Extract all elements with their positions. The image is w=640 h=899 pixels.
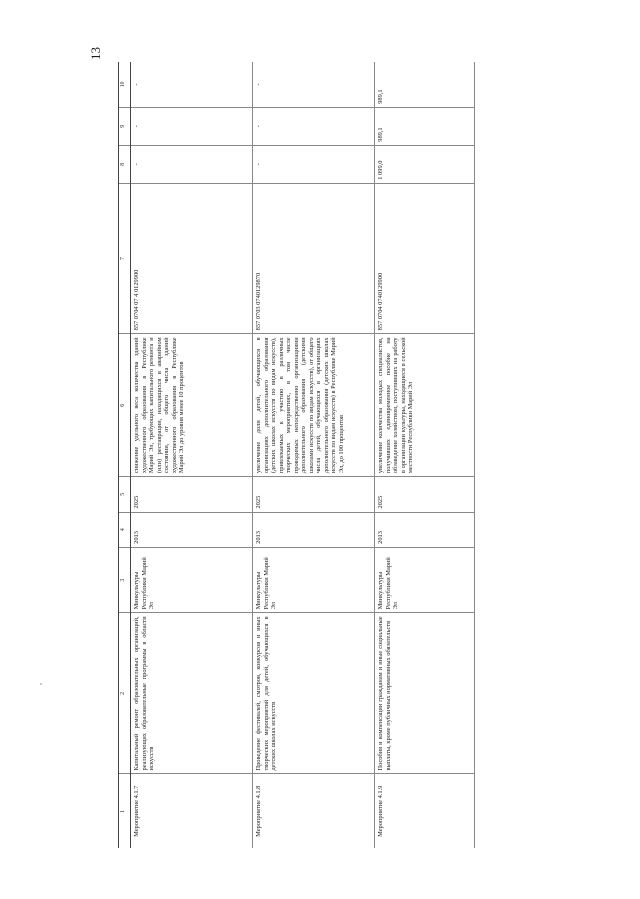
start-year: 2013	[375, 512, 475, 547]
measure-title: Капитальный ремонт образовательных организаций, реализующих образовательные программы в области искусств	[131, 613, 253, 774]
table-row	[253, 62, 375, 848]
measure-title: Проведение фестивалей, смотров, конкурсов и иных творческих мероприятий для детей, обучающихся в детских школах искусств	[253, 613, 375, 774]
table-row	[131, 62, 253, 848]
start-year: 2013	[253, 512, 375, 547]
col-header-4: 4	[119, 512, 131, 547]
value-col-8: 1 099,0	[375, 145, 475, 183]
col-header-1: 1	[119, 774, 131, 848]
start-year: 2013	[131, 512, 253, 547]
value-col-10: -	[253, 62, 375, 107]
executor: Минкультуры Республики Марий Эл	[253, 547, 375, 613]
value-col-8: -	[253, 145, 375, 183]
value-col-9: -	[253, 107, 375, 145]
col-header-3: 3	[119, 547, 131, 613]
value-col-9: -	[131, 107, 253, 145]
page-number: 13	[88, 47, 103, 60]
expected-result: увеличение доли детей, обучающихся в организациях дополнительного образования (детских школах искусств по видам искусств), привлекаемых к участию в различных творческих мероприятиях, в том числе проводимых непосредственно организациями дополнительного образования (детскими школами искусств по видам искусств), от общего числа детей, обучающихся в организациях дополнительного образования (детских школах искусств по видам искусств) в Республике Марий Эл, до 100 процентов	[253, 334, 375, 477]
program-table	[118, 62, 534, 848]
end-year: 2025	[131, 477, 253, 512]
col-header-6: 6	[119, 334, 131, 477]
value-col-10: -	[131, 62, 253, 107]
expected-result: снижение удельного веса количества зданий художественного образования в Республике Марий Эл, требующих капитального ремонта и (или) реставрации, находящихся в аварийном состоянии, от общего числа зданий художественного образования в Республике Марий Эл до уровня менее 10 процентов	[131, 334, 253, 477]
budget-code: 857 0704 07 4 0129900	[131, 183, 253, 334]
measure-id: Мероприятие 4.1.8	[253, 774, 375, 848]
expected-result: увеличение количества молодых специалистов, получивших единовременное пособие на обзаведение хозяйством, поступивших на работу в организации культуры, находящиеся в сельской местности Республики Марий Эл	[375, 334, 475, 477]
col-header-7: 7	[119, 183, 131, 334]
measure-title: Пособия и компенсации гражданам и иные социальные выплаты, кроме публичных нормативных обязательств	[375, 613, 475, 774]
table-row	[375, 62, 475, 848]
executor: Минкультуры Республики Марий Эл	[375, 547, 475, 613]
col-header-9: 9	[119, 107, 131, 145]
col-header-10: 10	[119, 62, 131, 107]
executor: Минкультуры Республики Марий Эл	[131, 547, 253, 613]
end-year: 2025	[375, 477, 475, 512]
scan-speck	[40, 683, 42, 685]
table-header-row	[119, 62, 131, 848]
value-col-9: 989,1	[375, 107, 475, 145]
budget-code: 857 0703 0740129870	[253, 183, 375, 334]
col-header-2: 2	[119, 613, 131, 774]
value-col-8: -	[131, 145, 253, 183]
col-header-5: 5	[119, 477, 131, 512]
col-header-8: 8	[119, 145, 131, 183]
budget-code: 857 0704 0740129900	[375, 183, 475, 334]
end-year: 2025	[253, 477, 375, 512]
measure-id: Мероприятие 4.1.7	[131, 774, 253, 848]
measure-id: Мероприятие 4.1.9	[375, 774, 475, 848]
value-col-10: 989,1	[375, 62, 475, 107]
